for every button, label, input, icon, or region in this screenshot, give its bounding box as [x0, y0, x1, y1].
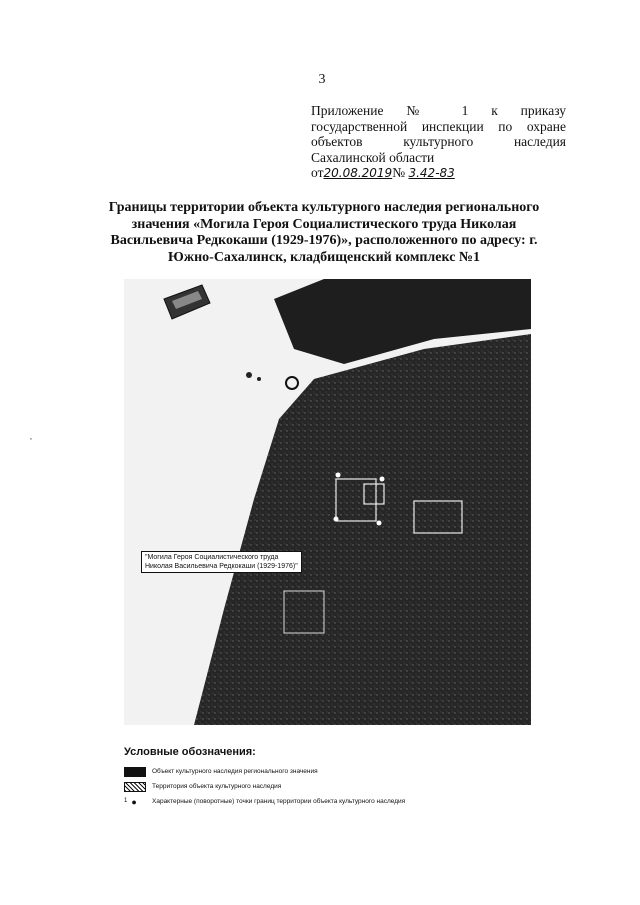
appendix-block — [311, 103, 566, 182]
appendix-line-1: Приложение № 1 к приказу — [311, 103, 567, 118]
object-dot — [246, 372, 252, 378]
appendix-line-2: государственной инспекции по охране — [311, 118, 566, 134]
page-number: 3 — [318, 72, 326, 87]
satellite-map — [124, 279, 531, 725]
boundary-point — [336, 473, 341, 478]
legend-item-territory: Территория объекта культурного наследия — [124, 779, 544, 794]
document-title: Границы территории объекта культурного наследия регионального значения «Могила Героя Социалистического труда Николая Васильевича Редкокаши (1929-1976)», расположенного по адресу: г. Южно-Сахалинск, кладбищенский комплекс №1 — [108, 200, 540, 265]
legend-item-heritage-object: Объект культурного наследия регионального значения — [124, 764, 544, 779]
dark-swatch-icon — [124, 767, 146, 777]
legend — [124, 746, 544, 809]
boundary-point — [334, 517, 339, 522]
boundary-point — [377, 521, 382, 526]
point-marker-icon: 1 ● — [124, 796, 137, 807]
appendix-line-3: объектов культурного наследия — [311, 134, 567, 149]
appendix-date-line: от20.08.2019№ 3.42-83 — [311, 165, 455, 180]
legend-heading: Условные обозначения: — [124, 746, 256, 758]
hatched-swatch-icon — [124, 782, 146, 792]
boundary-point — [380, 477, 385, 482]
map-graphic — [124, 279, 531, 725]
object-dot — [257, 377, 261, 381]
map-callout: "Могила Героя Социалистического труда Николая Васильевича Редкокаши (1929-1976)" — [141, 551, 302, 573]
handwritten-date: 20.08.2019 — [323, 166, 393, 180]
appendix-line-4: Сахалинской области — [311, 149, 435, 165]
legend-item-boundary-points: 1 ● Характерные (поворотные) точки границ территории объекта культурного наследия — [124, 796, 406, 807]
stray-mark: , — [30, 432, 32, 441]
handwritten-order-number: 3.42-83 — [408, 166, 455, 180]
